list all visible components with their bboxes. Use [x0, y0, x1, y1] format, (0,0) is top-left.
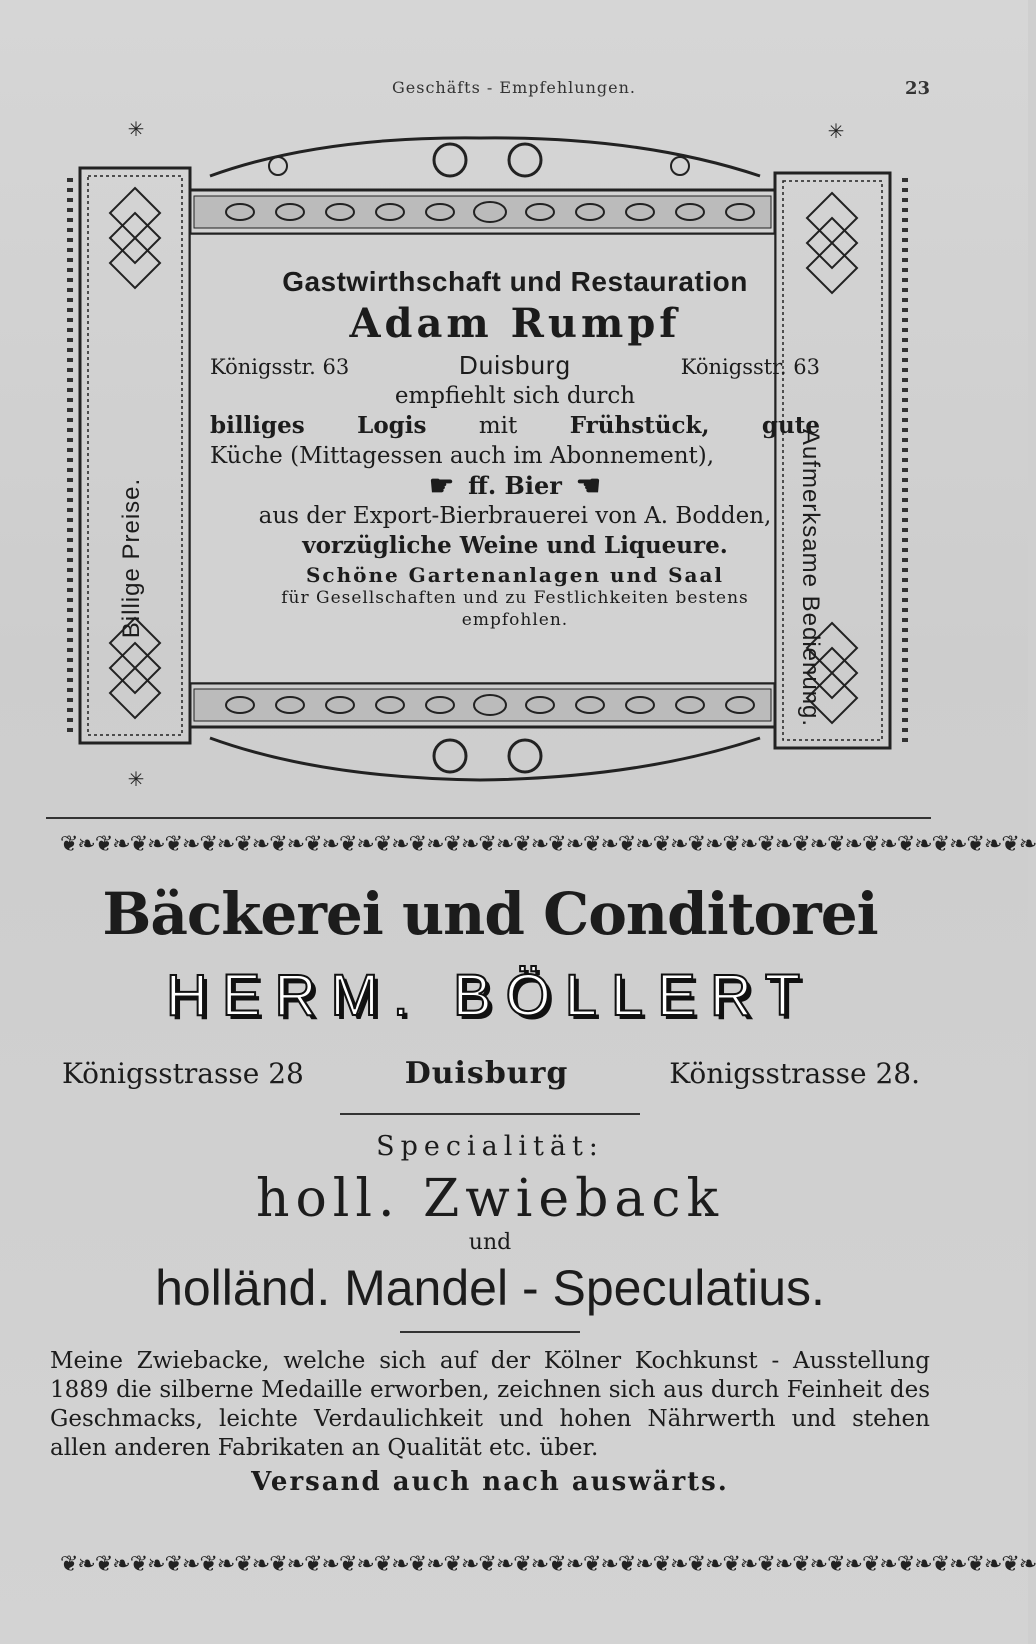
- line-kueche: Küche (Mittagessen auch im Abonnement),: [210, 443, 715, 469]
- logis-word: gute: [761, 412, 820, 439]
- address-right: Königsstrasse 28.: [669, 1057, 920, 1090]
- svg-text:✳: ✳: [127, 767, 145, 791]
- bakery-owner: HERM. BÖLLERT: [165, 963, 815, 1028]
- svg-text:✳: ✳: [827, 119, 845, 143]
- restaurant-owner: Adam Rumpf: [349, 300, 681, 347]
- city: Duisburg: [404, 1056, 569, 1091]
- line-garten: Schöne Gartenanlagen und Saal: [305, 563, 725, 587]
- ornament-strip-bottom: ❦❧❦❧❦❧❦❧❦❧❦❧❦❧❦❧❦❧❦❧❦❧❦❧❦❧❦❧❦❧❦❧❦❧❦❧❦❧❦❧❦❧❦❧❦❧❦❧❦❧❦❧❦❧❦❧: [60, 1552, 1036, 1577]
- ornament-strip-top: ❦❧❦❧❦❧❦❧❦❧❦❧❦❧❦❧❦❧❦❧❦❧❦❧❦❧❦❧❦❧❦❧❦❧❦❧❦❧❦❧❦❧❦❧❦❧❦❧❦❧❦❧❦❧❦❧: [60, 832, 1036, 857]
- line-logis: [210, 411, 820, 441]
- side-text-left: Billige Preise.: [118, 477, 145, 639]
- shipping-note: Versand auch nach auswärts.: [251, 1467, 729, 1497]
- advertisement-bakery: [40, 880, 940, 1497]
- bakery-title: Bäckerei und Conditorei: [102, 880, 878, 948]
- conjunction: und: [468, 1230, 512, 1255]
- address-left: Königsstr. 63: [210, 355, 350, 379]
- line-weine: vorzügliche Weine und Liqueure.: [302, 532, 728, 559]
- pointing-hand-right-icon: ☛: [429, 469, 455, 502]
- product-zwieback: holl. Zwieback: [255, 1169, 725, 1229]
- section-divider: [46, 817, 931, 819]
- advertisement-restaurant: [60, 117, 920, 791]
- side-text-right: Aufmerksame Bedienung.: [797, 428, 824, 728]
- rule: [340, 1113, 640, 1115]
- bier-row: [210, 471, 820, 501]
- svg-text:✳: ✳: [127, 117, 145, 141]
- bakery-address-row: [62, 1056, 920, 1091]
- restaurant-ad-body: [210, 258, 820, 631]
- logis-word: mit: [478, 413, 518, 439]
- pointing-hand-left-icon: ☚: [575, 469, 601, 502]
- line-brewery: aus der Export-Bierbrauerei von A. Bodden,: [258, 503, 772, 529]
- running-header: Geschäfts - Empfehlungen.: [391, 78, 637, 97]
- logis-word: Frühstück,: [569, 412, 710, 439]
- line-gesellschaften: für Gesellschaften und zu Festlichkeiten bestens: [281, 588, 749, 608]
- logis-word: billiges: [210, 412, 305, 439]
- restaurant-address-row: [210, 350, 820, 381]
- logis-word: Logis: [357, 412, 427, 439]
- line-empfiehlt: empfiehlt sich durch: [394, 383, 636, 409]
- bier-label: ff. Bier: [468, 471, 562, 500]
- city: Duisburg: [458, 350, 572, 380]
- bakery-paragraph: Meine Zwiebacke, welche sich auf der Kölner Kochkunst - Ausstellung 1889 die silberne Medaille erworben, zeichnen sich aus durch Feinheit des Geschmacks, leichte Verdaulichkeit und hohen Nährwerth und stehen allen anderen Fabrikaten an Qualität etc. über.: [50, 1348, 930, 1461]
- product-speculatius: holländ. Mandel - Speculatius.: [155, 1260, 825, 1316]
- rule: [400, 1331, 580, 1333]
- address-right: Königsstr. 63: [680, 355, 820, 379]
- specialty-label: Specialität:: [376, 1131, 604, 1162]
- page-number: 23: [905, 78, 931, 99]
- restaurant-heading: Gastwirthschaft und Restauration: [282, 266, 748, 297]
- address-left: Königsstrasse 28: [62, 1057, 304, 1090]
- line-empfohlen: empfohlen.: [461, 610, 569, 630]
